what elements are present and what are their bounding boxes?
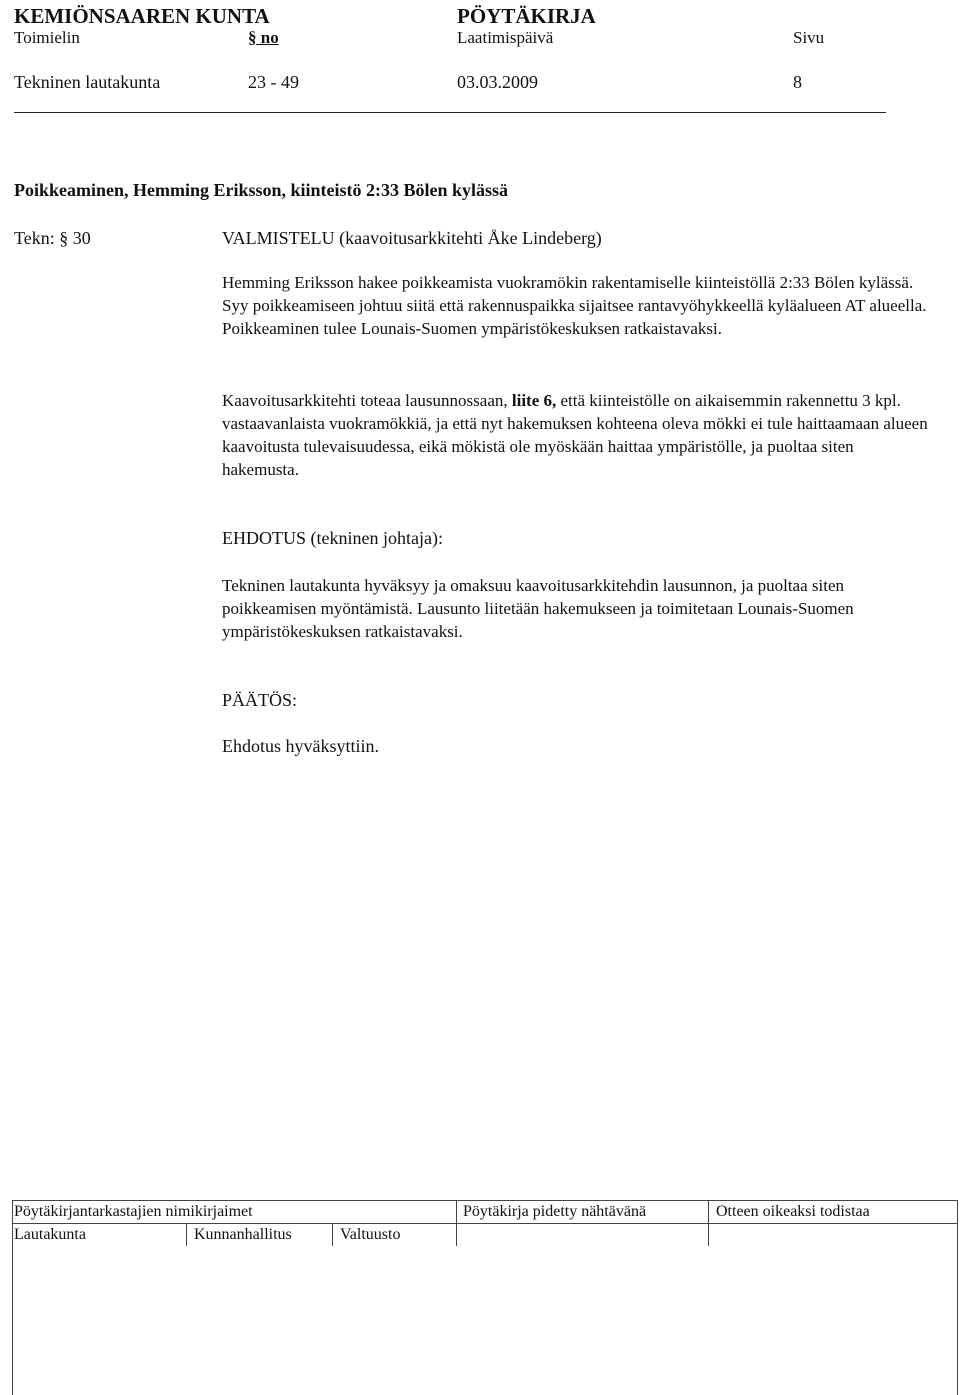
organ-column-label: Toimielin	[14, 28, 80, 47]
footer-council-label: Valtuusto	[340, 1226, 401, 1243]
organ-name: Tekninen lautakunta	[14, 72, 161, 92]
paragraph-1-text: Hemming Eriksson hakee poikkeamista vuokramökin rakentamiselle kiinteistöllä 2:33 Bölen kylässä. Syy poikkeamiseen johtuu siitä että rakennuspaikka sijaitsee rantavyöhykkeellä kyläalueen AT alueella. Poikkeaminen tulee Lounais-Suomen ympäristökeskuksen ratkaistavaksi.	[222, 273, 927, 338]
footer-table	[12, 1200, 958, 1395]
document-type: PÖYTÄKIRJA	[457, 4, 596, 28]
section-number-column-label: § no	[248, 28, 279, 47]
proposal-heading: EHDOTUS (tekninen johtaja):	[222, 528, 443, 548]
footer-column-divider-1	[456, 1200, 457, 1246]
date-column-label: Laatimispäivä	[457, 28, 554, 47]
preparation-heading: VALMISTELU (kaavoitusarkkitehti Åke Lindeberg)	[222, 228, 602, 248]
footer-govt-label: Kunnanhallitus	[194, 1226, 292, 1243]
footer-row-divider	[12, 1223, 958, 1224]
paragraph-2-pre: Kaavoitusarkkitehti toteaa lausunnossaan,	[222, 391, 512, 410]
footer-displayed-label: Pöytäkirja pidetty nähtävänä	[463, 1203, 647, 1220]
item-title: Poikkeaminen, Hemming Eriksson, kiinteistö 2:33 Bölen kylässä	[14, 180, 509, 200]
footer-board-label: Lautakunta	[14, 1226, 86, 1243]
proposal-text: Tekninen lautakunta hyväksyy ja omaksuu kaavoitusarkkitehdin lausunnon, ja puoltaa siten poikkeamisen myöntämistä. Lausunto liitetään hakemukseen ja toimitetaan Lounais-Suomen ympäristökeskuksen ratkaistavaksi.	[222, 576, 854, 641]
item-reference: Tekn: § 30	[14, 228, 91, 248]
meeting-date: 03.03.2009	[457, 72, 538, 92]
paragraph-2-text	[222, 389, 934, 481]
header-divider	[14, 112, 886, 113]
footer-certified-label: Otteen oikeaksi todistaa	[716, 1203, 870, 1220]
proposal-paragraph	[222, 574, 934, 643]
footer-column-divider-4	[332, 1223, 333, 1246]
decision-heading: PÄÄTÖS:	[222, 690, 298, 710]
footer-column-divider-3	[186, 1223, 187, 1246]
municipality-name: KEMIÖNSAAREN KUNTA	[14, 4, 270, 28]
paragraph-2-post: että kiinteistölle on aikaisemmin rakennettu 3 kpl. vastaavanlaista vuokramökkiä, ja että nyt hakemuksen kohteena oleva mökki ei tule haittaamaan alueen kaavoitusta tulevaisuudessa, eikä mökistä ole myöskään haittaa ympäristölle, ja puoltaa siten hakemusta.	[222, 391, 928, 479]
page-column-label: Sivu	[793, 28, 825, 47]
decision-text: Ehdotus hyväksyttiin.	[222, 736, 379, 756]
footer-checkers-label: Pöytäkirjantarkastajien nimikirjaimet	[14, 1203, 253, 1220]
footer-column-divider-2	[708, 1200, 709, 1246]
attachment-reference: liite 6,	[511, 391, 557, 410]
page-number: 8	[793, 72, 802, 92]
section-number-range: 23 - 49	[248, 72, 299, 92]
preparation-paragraph-1	[222, 271, 934, 340]
preparation-paragraph-2	[222, 389, 934, 481]
